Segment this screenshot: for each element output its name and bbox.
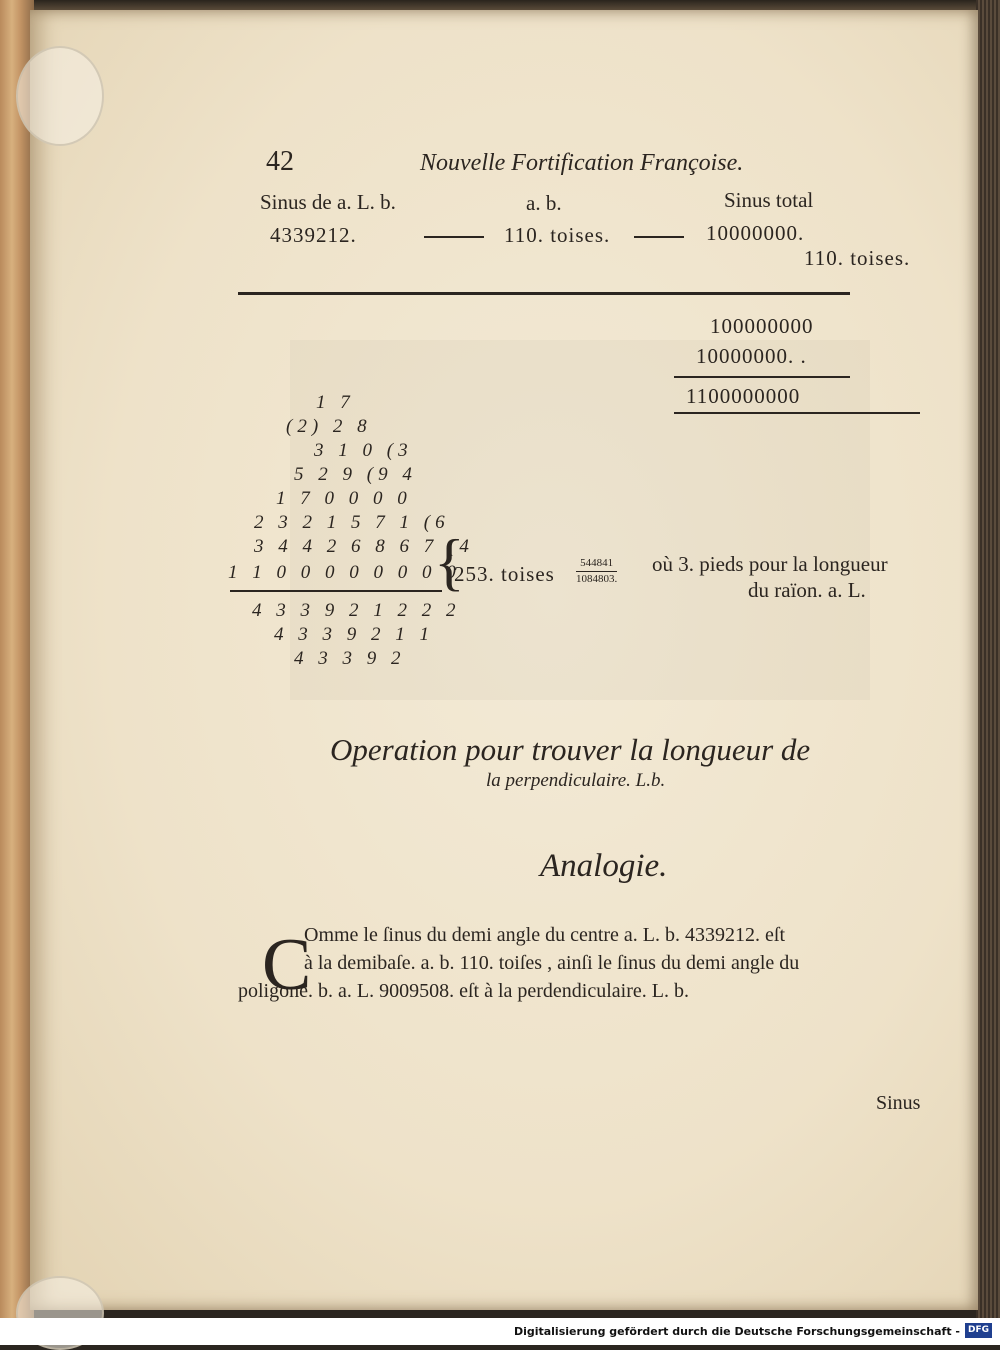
product-rule [674,412,920,414]
division-quotient: 253. toises [454,562,555,586]
book-page [30,10,978,1310]
credit-text: Digitalisierung gefördert durch die Deutsche Forschungsgemeinschaft - [513,1325,960,1338]
division-row: 3 4 4 2 6 8 6 7 (4 [254,536,474,557]
proportion-extra-value: 110. toises. [804,246,911,270]
division-row: 1 7 [316,392,355,413]
clip-top [16,46,104,146]
analogie-heading: Analogie. [540,848,668,884]
proportion-col2-label: a. b. [526,191,562,215]
division-rule [230,590,442,592]
dash-2 [634,236,684,238]
proportion-col1-value: 4339212. [270,223,357,247]
book-binding [0,0,34,1318]
division-row: 4 3 3 9 2 [294,648,406,669]
division-row: 4 3 3 9 2 1 1 [274,624,434,645]
division-result-line1: où 3. pieds pour la longueur [652,552,888,576]
separator-rule [238,292,850,295]
operation-heading: Operation pour trouver la longueur de [330,732,811,767]
multiplication-line1: 100000000 [710,314,814,338]
running-title: Nouvelle Fortification Françoise. [420,150,744,176]
division-row: 2 3 2 1 5 7 1 (6 [254,512,450,533]
division-brace: { [434,526,465,597]
division-result-line2: du raïon. a. L. [748,578,866,602]
catchword: Sinus [876,1092,921,1114]
division-row: 4 3 3 9 2 1 2 2 2 [252,600,461,621]
division-row: 3 1 0 (3 [314,440,413,461]
multiplication-line2: 10000000. . [696,344,807,368]
drop-cap: C [262,924,312,1006]
division-fraction [576,558,617,585]
fraction-denominator: 1084803. [576,573,618,585]
page-number: 42 [266,146,294,177]
page-edges [976,0,1000,1318]
proportion-col3-label: Sinus total [724,188,814,212]
dash-1 [424,236,484,238]
digitization-credit-bar [0,1318,1000,1345]
multiplication-rule [674,376,850,378]
dfg-logo: DFG [965,1323,992,1338]
division-row: 5 2 9 (9 4 [294,464,417,485]
proportion-col2-value: 110. toises. [504,223,611,247]
division-row: (2) 2 8 [286,416,372,437]
operation-subheading: la perpendiculaire. L.b. [486,770,666,791]
division-dividend-row: 1 1 0 0 0 0 0 0 0 0 [228,562,461,583]
multiplication-product: 1100000000 [686,384,801,408]
proportion-col3-value: 10000000. [706,221,805,245]
paragraph-line3: poligone. b. a. L. 9009508. eſt à la perdendiculaire. L. b. [238,980,689,1002]
division-row: 1 7 0 0 0 0 [276,488,412,509]
proportion-col1-label: Sinus de a. L. b. [260,190,396,214]
fraction-numerator: 544841 [576,558,617,572]
paragraph-line2: à la demibaſe. a. b. 110. toiſes , ainſi le ſinus du demi angle du [304,952,800,974]
paragraph-line1: Omme le ſinus du demi angle du centre a. L. b. 4339212. eſt [304,924,785,946]
